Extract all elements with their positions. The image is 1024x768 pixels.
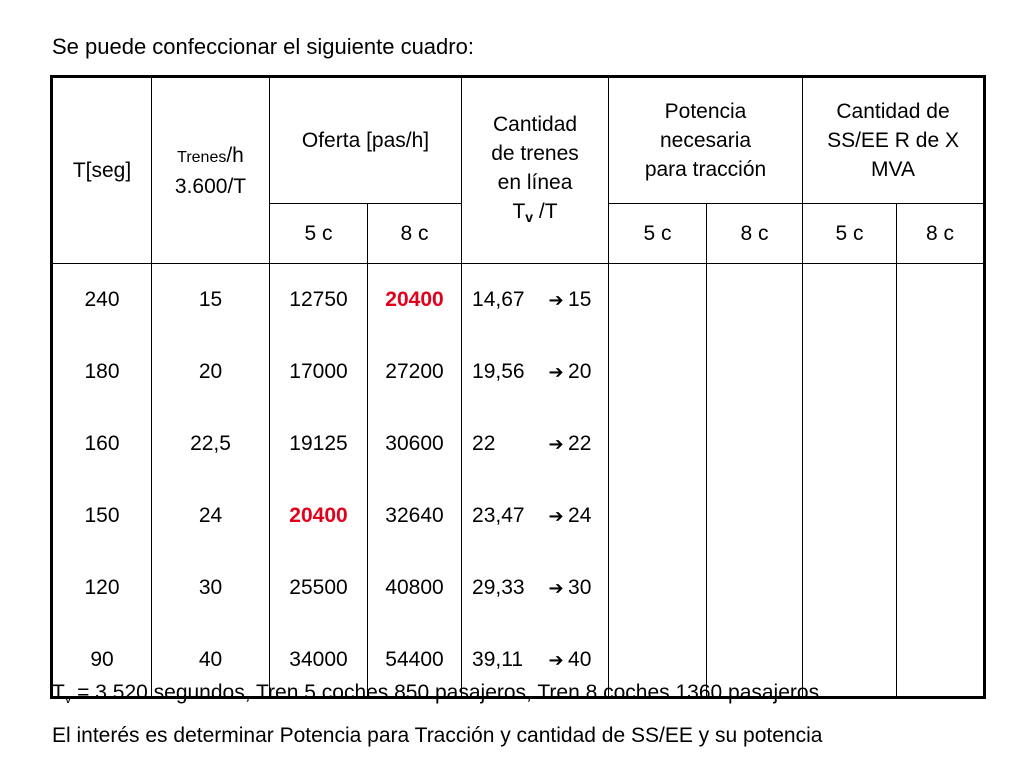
cell-potencia-5c [609,336,707,408]
cell-t: 240 [52,264,152,337]
cell-ssee-5c [803,408,897,480]
cell-trenes: 24 [152,480,270,552]
arrow-right-icon: ➔ [548,578,564,598]
cell-oferta-5c: 20400 [270,480,368,552]
cell-potencia-5c [609,480,707,552]
cell-potencia-5c [609,264,707,337]
table-row [52,552,985,624]
cell-t: 90 [52,624,152,698]
subheader-oferta-8c: 8 c [368,204,462,264]
cell-potencia-5c [609,552,707,624]
arrow-right-icon: ➔ [548,434,564,454]
cell-oferta-5c: 12750 [270,264,368,337]
cell-oferta-5c: 17000 [270,336,368,408]
cell-cantidad: 23,47 ➔ 24 [462,480,609,552]
table-row [52,408,985,480]
cell-potencia-8c [707,336,803,408]
cell-cantidad: 22 ➔ 22 [462,408,609,480]
cell-ssee-8c [897,624,985,698]
cell-t: 120 [52,552,152,624]
cell-t: 180 [52,336,152,408]
cell-trenes: 40 [152,624,270,698]
cell-potencia-8c [707,480,803,552]
cell-trenes: 15 [152,264,270,337]
cell-cantidad: 39,11 ➔ 40 [462,624,609,698]
cell-oferta-8c: 20400 [368,264,462,337]
cell-oferta-8c: 30600 [368,408,462,480]
data-table [50,75,986,699]
subheader-oferta-5c: 5 c [270,204,368,264]
cell-potencia-8c [707,552,803,624]
subheader-ssee-8c: 8 c [897,204,985,264]
table-row [52,336,985,408]
cell-cantidad: 19,56 ➔ 20 [462,336,609,408]
arrow-right-icon: ➔ [548,650,564,670]
cell-ssee-8c [897,552,985,624]
cell-t: 150 [52,480,152,552]
header-trenes: Trenes/h 3.600/T [152,77,270,264]
cell-ssee-8c [897,480,985,552]
table-row [52,480,985,552]
cell-ssee-5c [803,480,897,552]
cell-oferta-5c: 34000 [270,624,368,698]
cell-ssee-8c [897,264,985,337]
subheader-ssee-5c: 5 c [803,204,897,264]
arrow-right-icon: ➔ [548,506,564,526]
footer-line-1: Tv = 3.520 segundos, Tren 5 coches 850 pasajeros, Tren 8 coches 1360 pasajeros. [52,681,825,706]
header-ssee: Cantidad de SS/EE R de X MVA [803,77,985,204]
header-cantidad-trenes: Cantidad de trenes en línea $T_v$ /T [462,77,609,264]
cell-potencia-5c [609,408,707,480]
header-row-1 [52,77,985,204]
cell-oferta-8c: 40800 [368,552,462,624]
cell-cantidad: 29,33 ➔ 30 [462,552,609,624]
footer-line-2: El interés es determinar Potencia para Tracción y cantidad de SS/EE y su potencia [52,724,823,747]
cell-oferta-5c: 19125 [270,408,368,480]
cell-oferta-5c: 25500 [270,552,368,624]
subheader-potencia-8c: 8 c [707,204,803,264]
cell-potencia-8c [707,408,803,480]
subheader-potencia-5c: 5 c [609,204,707,264]
cell-trenes: 20 [152,336,270,408]
header-t: T[seg] [52,77,152,264]
arrow-right-icon: ➔ [548,290,564,310]
cell-potencia-8c [707,264,803,337]
header-potencia: Potencia necesaria para tracción [609,77,803,204]
cell-t: 160 [52,408,152,480]
table-row [52,264,985,337]
cell-ssee-5c [803,336,897,408]
cell-oferta-8c: 27200 [368,336,462,408]
cell-ssee-5c [803,552,897,624]
intro-text: Se puede confeccionar el siguiente cuadro: [52,34,474,59]
cell-trenes: 30 [152,552,270,624]
cell-ssee-8c [897,336,985,408]
header-oferta: Oferta [pas/h] [270,77,462,204]
cell-oferta-8c: 54400 [368,624,462,698]
cell-ssee-5c [803,264,897,337]
cell-cantidad: 14,67 ➔ 15 [462,264,609,337]
cell-oferta-8c: 32640 [368,480,462,552]
arrow-right-icon: ➔ [548,362,564,382]
cell-trenes: 22,5 [152,408,270,480]
cell-ssee-8c [897,408,985,480]
